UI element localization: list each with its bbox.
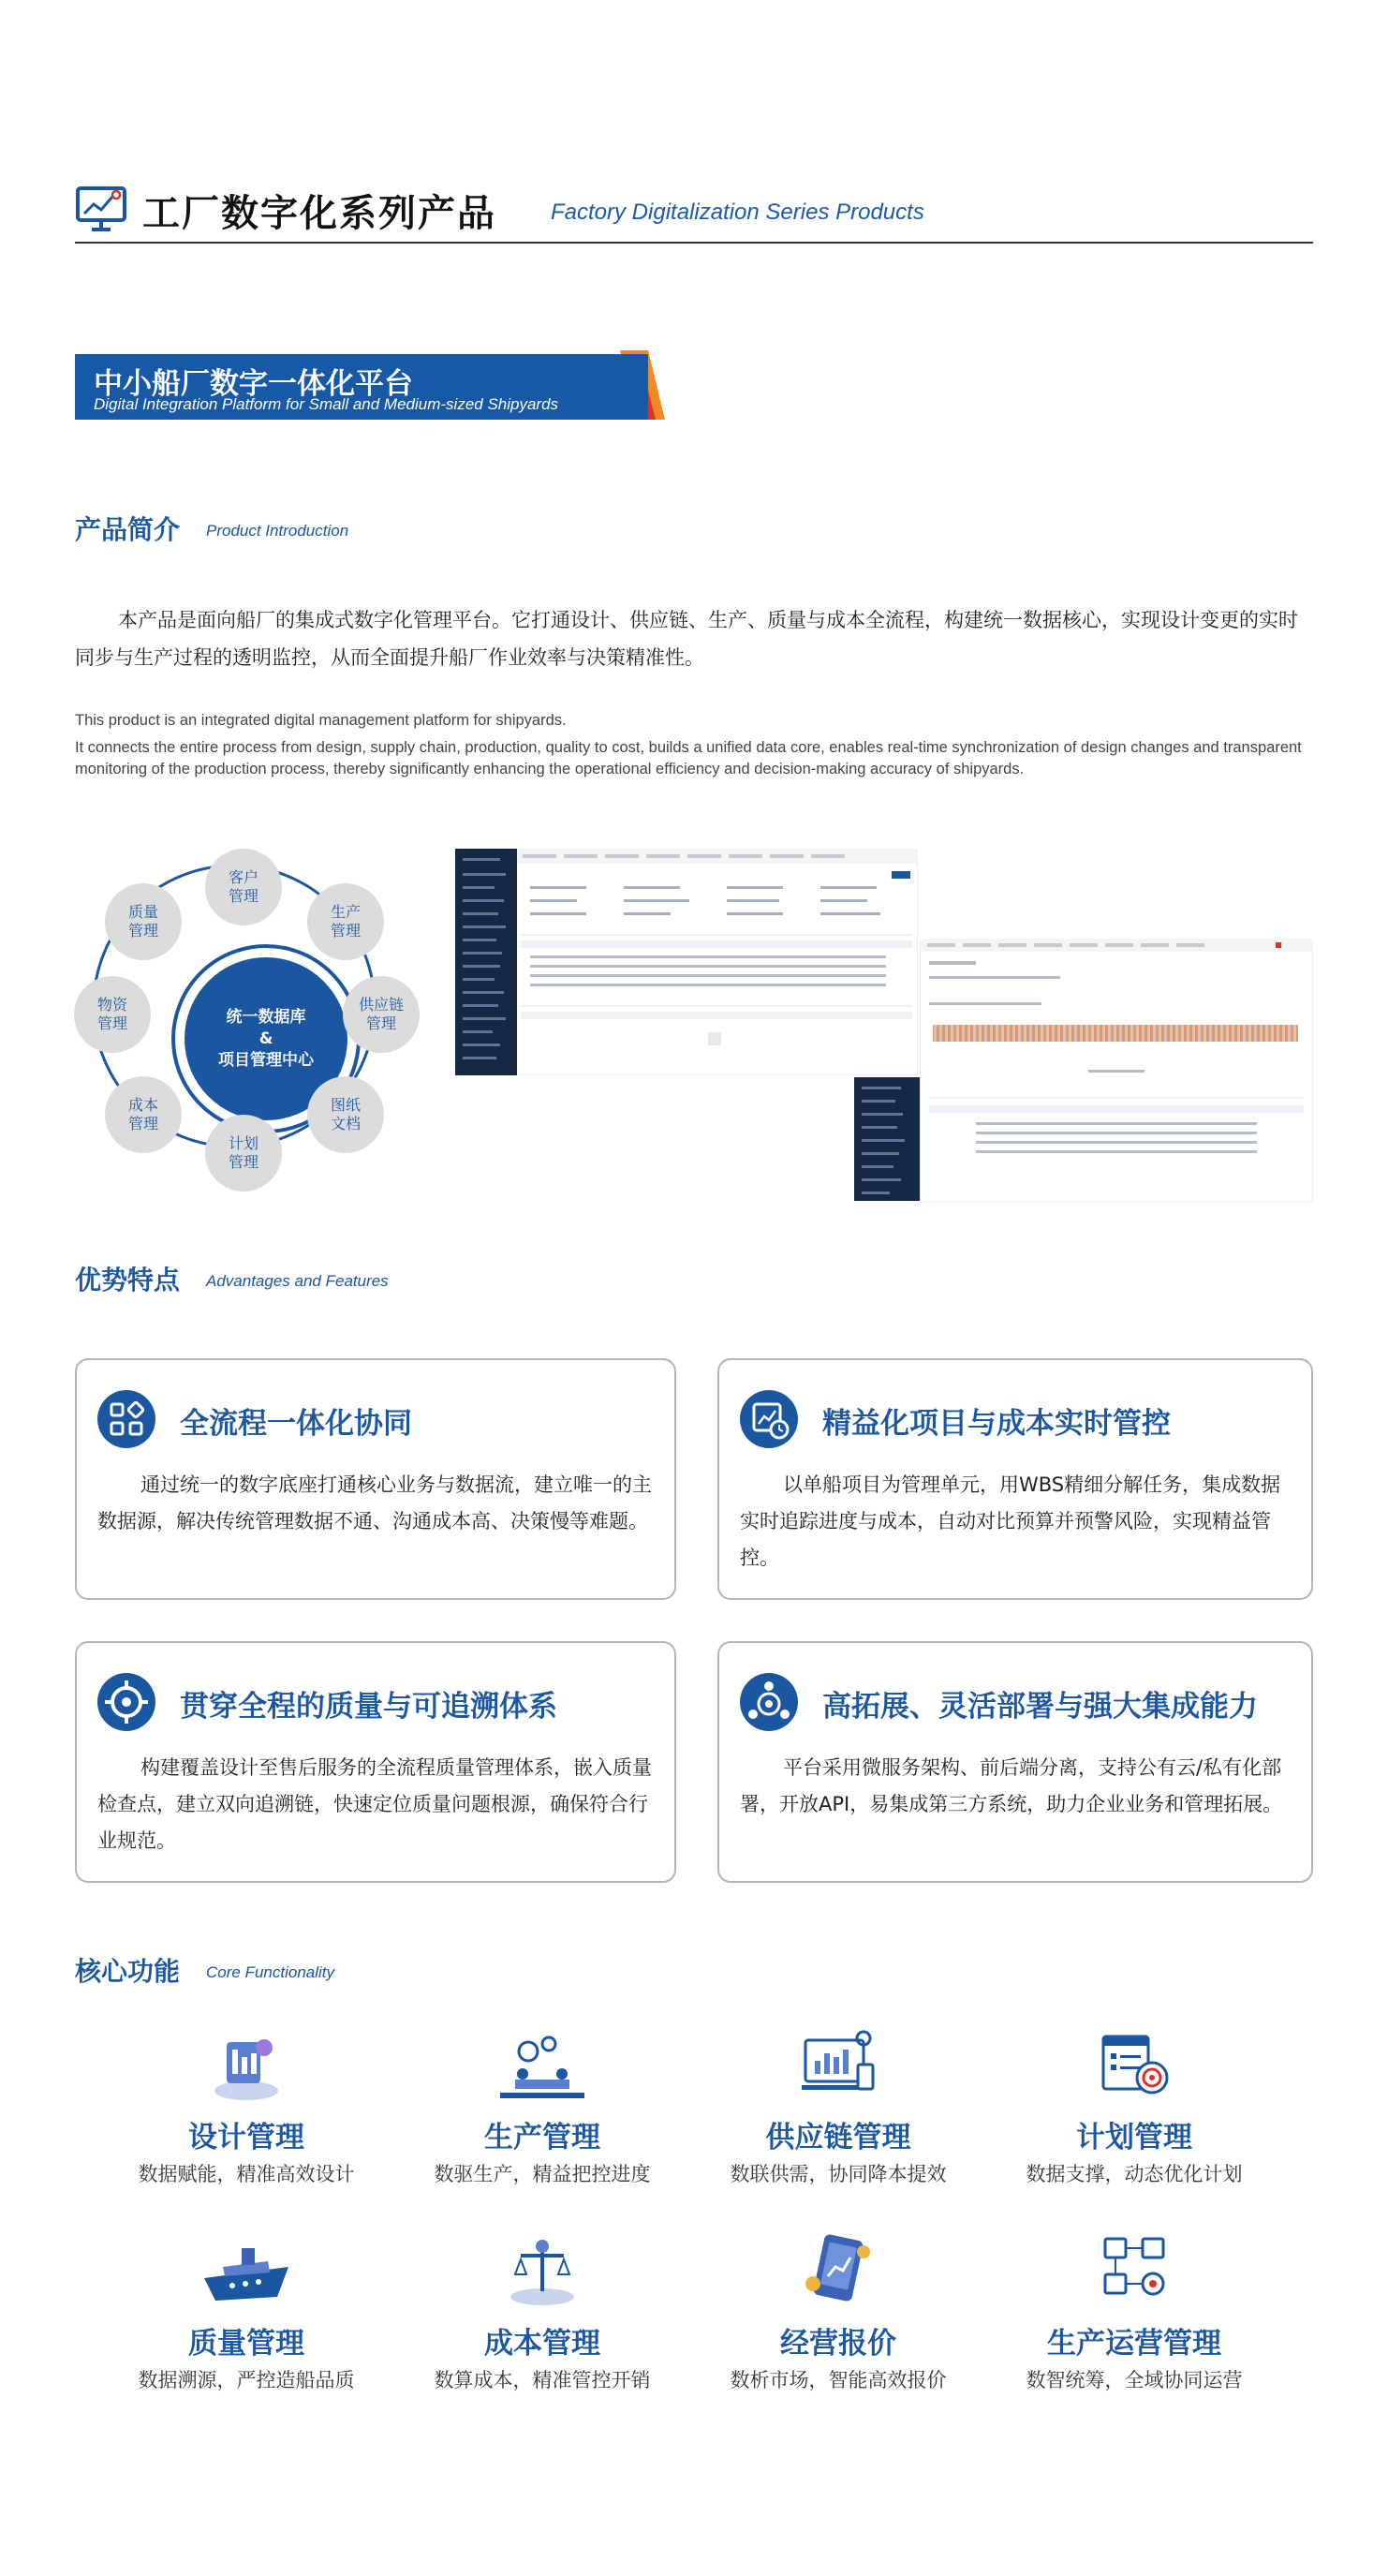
core-line-3: 项目管理中心: [218, 1050, 314, 1070]
node-quality: 质量 管理: [105, 883, 182, 960]
banner-subtitle: Digital Integration Platform for Small and Medium-sized Shipyards: [94, 395, 559, 413]
function-title-supply-chain: 供应链管理: [765, 2121, 911, 2154]
function-design: [92, 2023, 401, 2187]
advantage-text-4: 平台采用微服务架构、前后端分离，支持公有云/私有化部署，开放API，易集成第三方系统，助力企业业务和管理拓展。: [740, 1756, 1283, 1815]
function-cost: [388, 2229, 697, 2393]
advantages-heading-en: Advantages and Features: [206, 1272, 389, 1290]
advantage-text-3: 构建覆盖设计至售后服务的全流程质量管理体系，嵌入质量检查点，建立双向追溯链，快速定位质量问题根源，确保符合行业规范。: [97, 1756, 652, 1852]
advantage-card-2: [717, 1358, 1313, 1600]
function-title-cost: 成本管理: [484, 2327, 600, 2361]
function-title-production: 生产管理: [484, 2121, 600, 2154]
function-supply-chain: [684, 2023, 993, 2187]
intro-text-cn: 本产品是面向船厂的集成式数字化管理平台。它打通设计、供应链、生产、质量与成本全流程，构建统一数据核心，实现设计变更的实时同步与生产过程的透明监控，从而全面提升船厂作业效率与决策精准性。: [75, 609, 1298, 669]
intro-text-en-1: This product is an integrated digital management platform for shipyards.: [75, 712, 567, 729]
quote-icon: [684, 2229, 993, 2314]
cost-icon: [388, 2229, 697, 2314]
function-operations: [980, 2229, 1289, 2393]
node-cost: 成本 管理: [105, 1076, 182, 1153]
target-icon: [97, 1673, 155, 1731]
intro-heading-en: Product Introduction: [206, 522, 349, 540]
operations-icon: [980, 2229, 1289, 2314]
core-line-2: &: [258, 1029, 273, 1048]
page-subtitle: Factory Digitalization Series Products: [551, 200, 924, 225]
function-quality: [92, 2229, 401, 2393]
function-title-design: 设计管理: [188, 2121, 304, 2154]
function-desc-cost: 数算成本，精准管控开销: [434, 2369, 651, 2391]
header-logo-icon: [75, 185, 127, 232]
node-drawings: 图纸 文档: [307, 1076, 384, 1153]
function-title-plan: 计划管理: [1076, 2121, 1192, 2154]
banner-title: 中小船厂数字一体化平台: [94, 367, 413, 401]
grid-apps-icon: [97, 1390, 155, 1448]
intro-heading: 产品简介: [75, 514, 181, 545]
core-heading-en: Core Functionality: [206, 1963, 335, 1981]
node-customer: 客户 管理: [205, 849, 282, 925]
advantage-card-4: [717, 1641, 1313, 1883]
function-desc-plan: 数据支撑，动态优化计划: [1026, 2163, 1243, 2185]
app-screenshot-main: [455, 849, 918, 1075]
design-icon: [92, 2023, 401, 2108]
node-production: 生产 管理: [307, 883, 384, 960]
function-desc-production: 数驱生产，精益把控进度: [434, 2163, 651, 2185]
clock-chart-icon: [740, 1390, 798, 1448]
function-desc-operations: 数智统筹，全域协同运营: [1026, 2369, 1243, 2391]
network-icon: [740, 1673, 798, 1731]
intro-text-en-2: It connects the entire process from design, supply chain, production, quality to cost, builds a unified data core, enables real-time synchronization of design changes and transparent monitoring of the production process, thereby significantly enhancing the operational efficiency and decision-making accuracy of shipyards.: [75, 739, 1302, 777]
advantage-title-2: 精益化项目与成本实时管控: [822, 1407, 1171, 1441]
advantages-heading: 优势特点: [75, 1265, 181, 1295]
function-title-quote: 经营报价: [780, 2327, 896, 2361]
plan-icon: [980, 2023, 1289, 2108]
app-menu-overlay: [854, 1077, 920, 1201]
header-divider: [75, 242, 1313, 244]
advantage-title-3: 贯穿全程的质量与可追溯体系: [180, 1690, 557, 1724]
function-desc-quality: 数据溯源，严控造船品质: [138, 2369, 355, 2391]
function-title-operations: 生产运营管理: [1047, 2327, 1221, 2361]
function-plan: [980, 2023, 1289, 2187]
function-quote: [684, 2229, 993, 2393]
node-supply-chain: 供应链 管理: [343, 976, 420, 1053]
production-icon: [388, 2023, 697, 2108]
function-desc-supply-chain: 数联供需，协同降本提效: [730, 2163, 947, 2185]
quality-ship-icon: [92, 2229, 401, 2314]
supply-chain-icon: [684, 2023, 993, 2108]
advantage-text-1: 通过统一的数字底座打通核心业务与数据流，建立唯一的主数据源，解决传统管理数据不通、沟通成本高、决策慢等难题。: [97, 1473, 652, 1532]
core-line-1: 统一数据库: [226, 1007, 306, 1027]
advantage-title-1: 全流程一体化协同: [180, 1407, 412, 1441]
function-desc-quote: 数析市场，智能高效报价: [730, 2369, 947, 2391]
app-screenshot-secondary: [920, 939, 1313, 1203]
node-materials: 物资 管理: [74, 976, 151, 1053]
page-title: 工厂数字化系列产品: [142, 192, 496, 235]
function-production: [388, 2023, 697, 2187]
advantage-text-2: 以单船项目为管理单元，用WBS精细分解任务，集成数据实时追踪进度与成本，自动对比预算并预警风险，实现精益管控。: [740, 1473, 1281, 1569]
function-title-quality: 质量管理: [188, 2327, 304, 2361]
intro-text-en: [75, 710, 1313, 780]
advantage-card-3: [75, 1641, 676, 1883]
node-plan: 计划 管理: [205, 1115, 282, 1192]
advantage-title-4: 高拓展、灵活部署与强大集成能力: [822, 1690, 1258, 1724]
function-desc-design: 数据赋能，精准高效设计: [138, 2163, 355, 2185]
core-heading: 核心功能: [75, 1956, 181, 1987]
advantage-card-1: [75, 1358, 676, 1600]
